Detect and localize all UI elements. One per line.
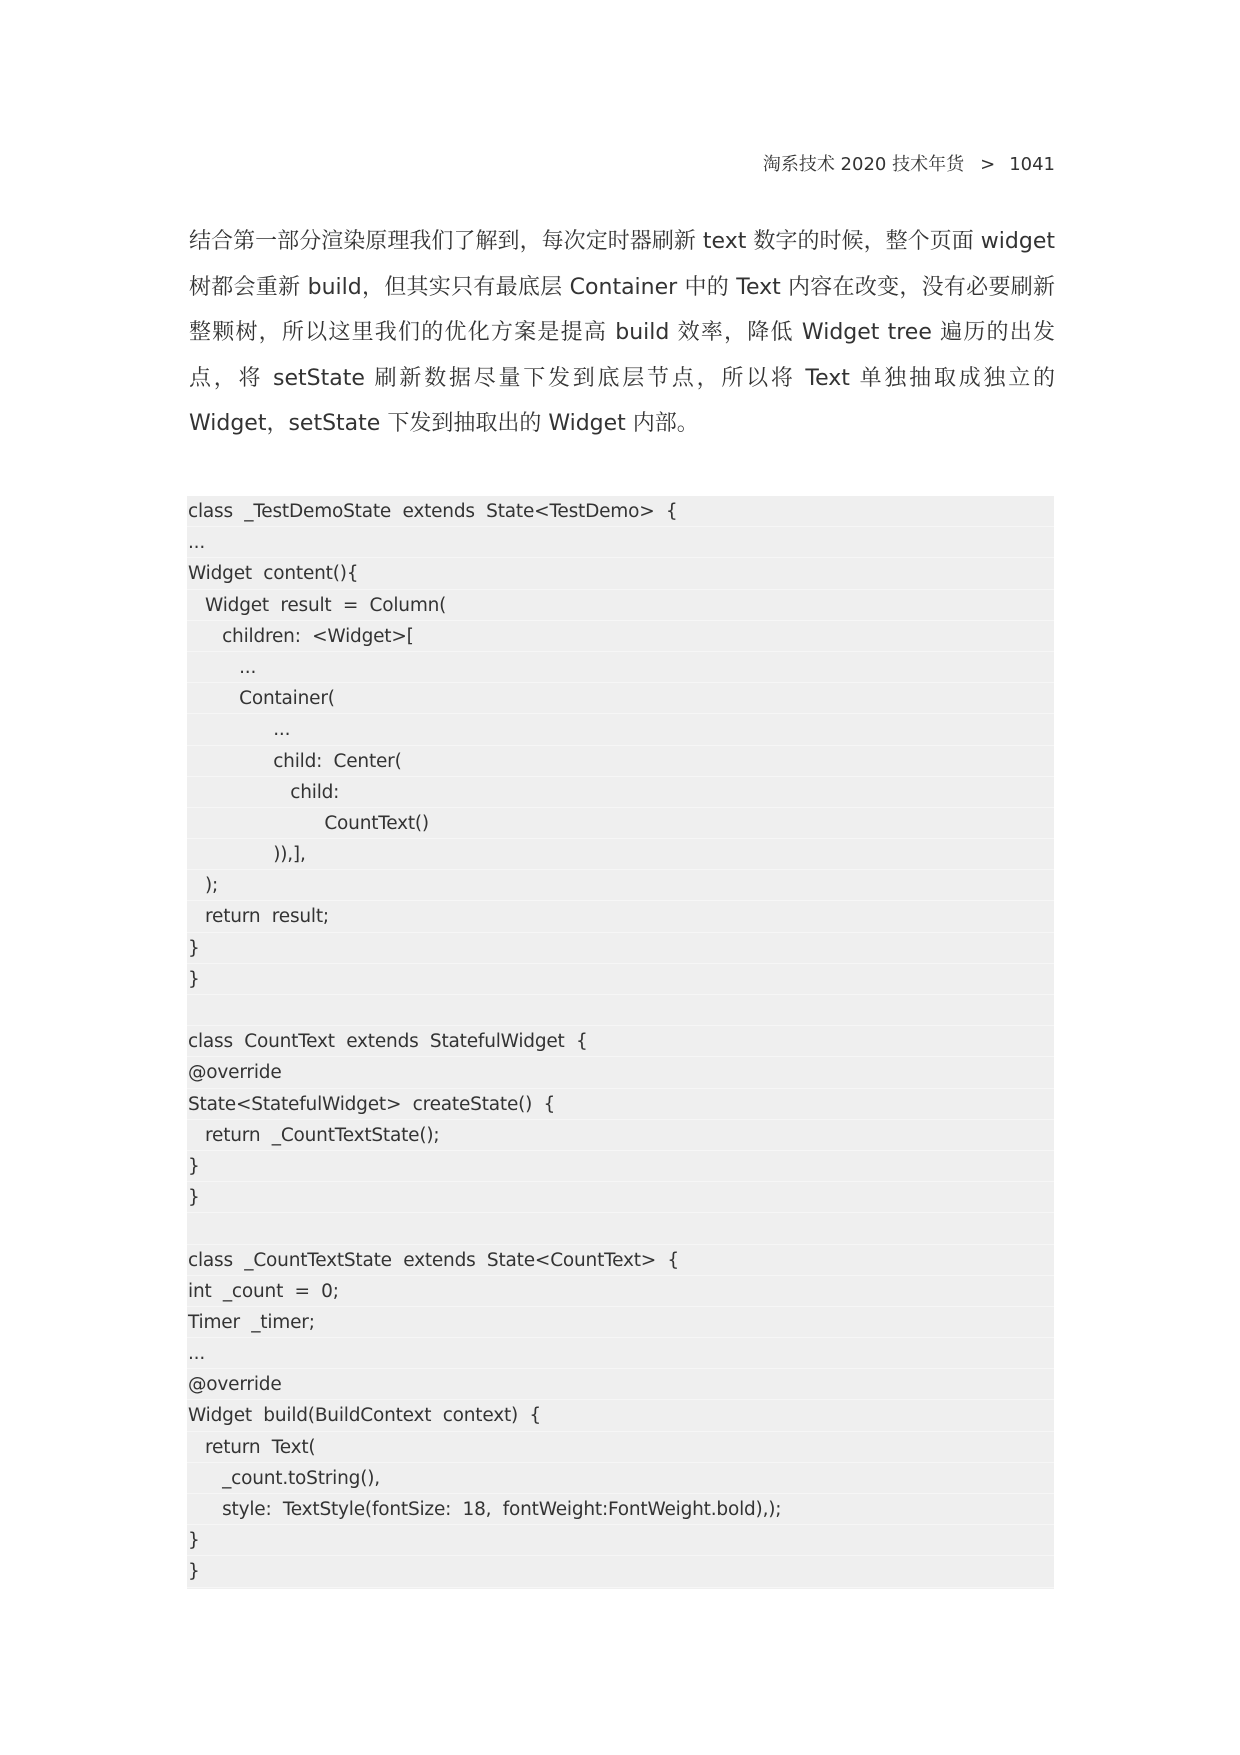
code-line: class _TestDemoState extends State<TestDemo> { <box>187 496 1054 527</box>
code-line: children: <Widget>[ <box>187 621 1054 652</box>
code-line: ... <box>187 1338 1054 1369</box>
code-line: } <box>187 964 1054 995</box>
code-line <box>187 1213 1054 1244</box>
code-line: CountText() <box>187 808 1054 839</box>
code-line: _count.toString(), <box>187 1463 1054 1494</box>
code-block <box>187 496 1054 1589</box>
code-line: @override <box>187 1057 1054 1088</box>
header-separator: > <box>980 154 996 175</box>
code-line: ... <box>187 714 1054 745</box>
code-line: } <box>187 1182 1054 1213</box>
header-title: 淘系技术 2020 技术年货 <box>762 154 965 175</box>
page-header <box>763 150 1055 176</box>
code-line: ... <box>187 527 1054 558</box>
code-line: return Text( <box>187 1432 1054 1463</box>
code-line: ... <box>187 652 1054 683</box>
code-line: style: TextStyle(fontSize: 18, fontWeight:FontWeight.bold),); <box>187 1494 1054 1525</box>
body-paragraph: 结合第一部分渲染原理我们了解到，每次定时器刷新 text 数字的时候，整个页面 widget 树都会重新 build，但其实只有最底层 Container 中的 Text 内容在改变，没有必要刷新整颗树，所以这里我们的优化方案是提高 build 效率，降低 Widget tree 遍历的出发点，将 setState 刷新数据尽量下发到底层节点，所以将 Text 单独抽取成独立的 Widget，setState 下发到抽取出的 Widget 内部。 <box>189 229 1055 436</box>
page-number: 1041 <box>1009 154 1055 175</box>
code-line: int _count = 0; <box>187 1276 1054 1307</box>
code-line: } <box>187 933 1054 964</box>
code-line: child: Center( <box>187 746 1054 777</box>
code-line: )),], <box>187 839 1054 870</box>
code-line: Container( <box>187 683 1054 714</box>
code-line: @override <box>187 1369 1054 1400</box>
code-line: ); <box>187 870 1054 901</box>
code-line: class CountText extends StatefulWidget { <box>187 1026 1054 1057</box>
code-line: } <box>187 1556 1054 1587</box>
code-line: child: <box>187 777 1054 808</box>
code-line: Widget content(){ <box>187 558 1054 589</box>
code-line: Widget result = Column( <box>187 590 1054 621</box>
code-line <box>187 995 1054 1026</box>
code-line: Timer _timer; <box>187 1307 1054 1338</box>
code-line: State<StatefulWidget> createState() { <box>187 1089 1054 1120</box>
code-line: } <box>187 1151 1054 1182</box>
code-line: return _CountTextState(); <box>187 1120 1054 1151</box>
code-line: Widget build(BuildContext context) { <box>187 1400 1054 1431</box>
code-line: } <box>187 1525 1054 1556</box>
code-line: class _CountTextState extends State<CountText> { <box>187 1245 1054 1276</box>
code-line: return result; <box>187 901 1054 932</box>
